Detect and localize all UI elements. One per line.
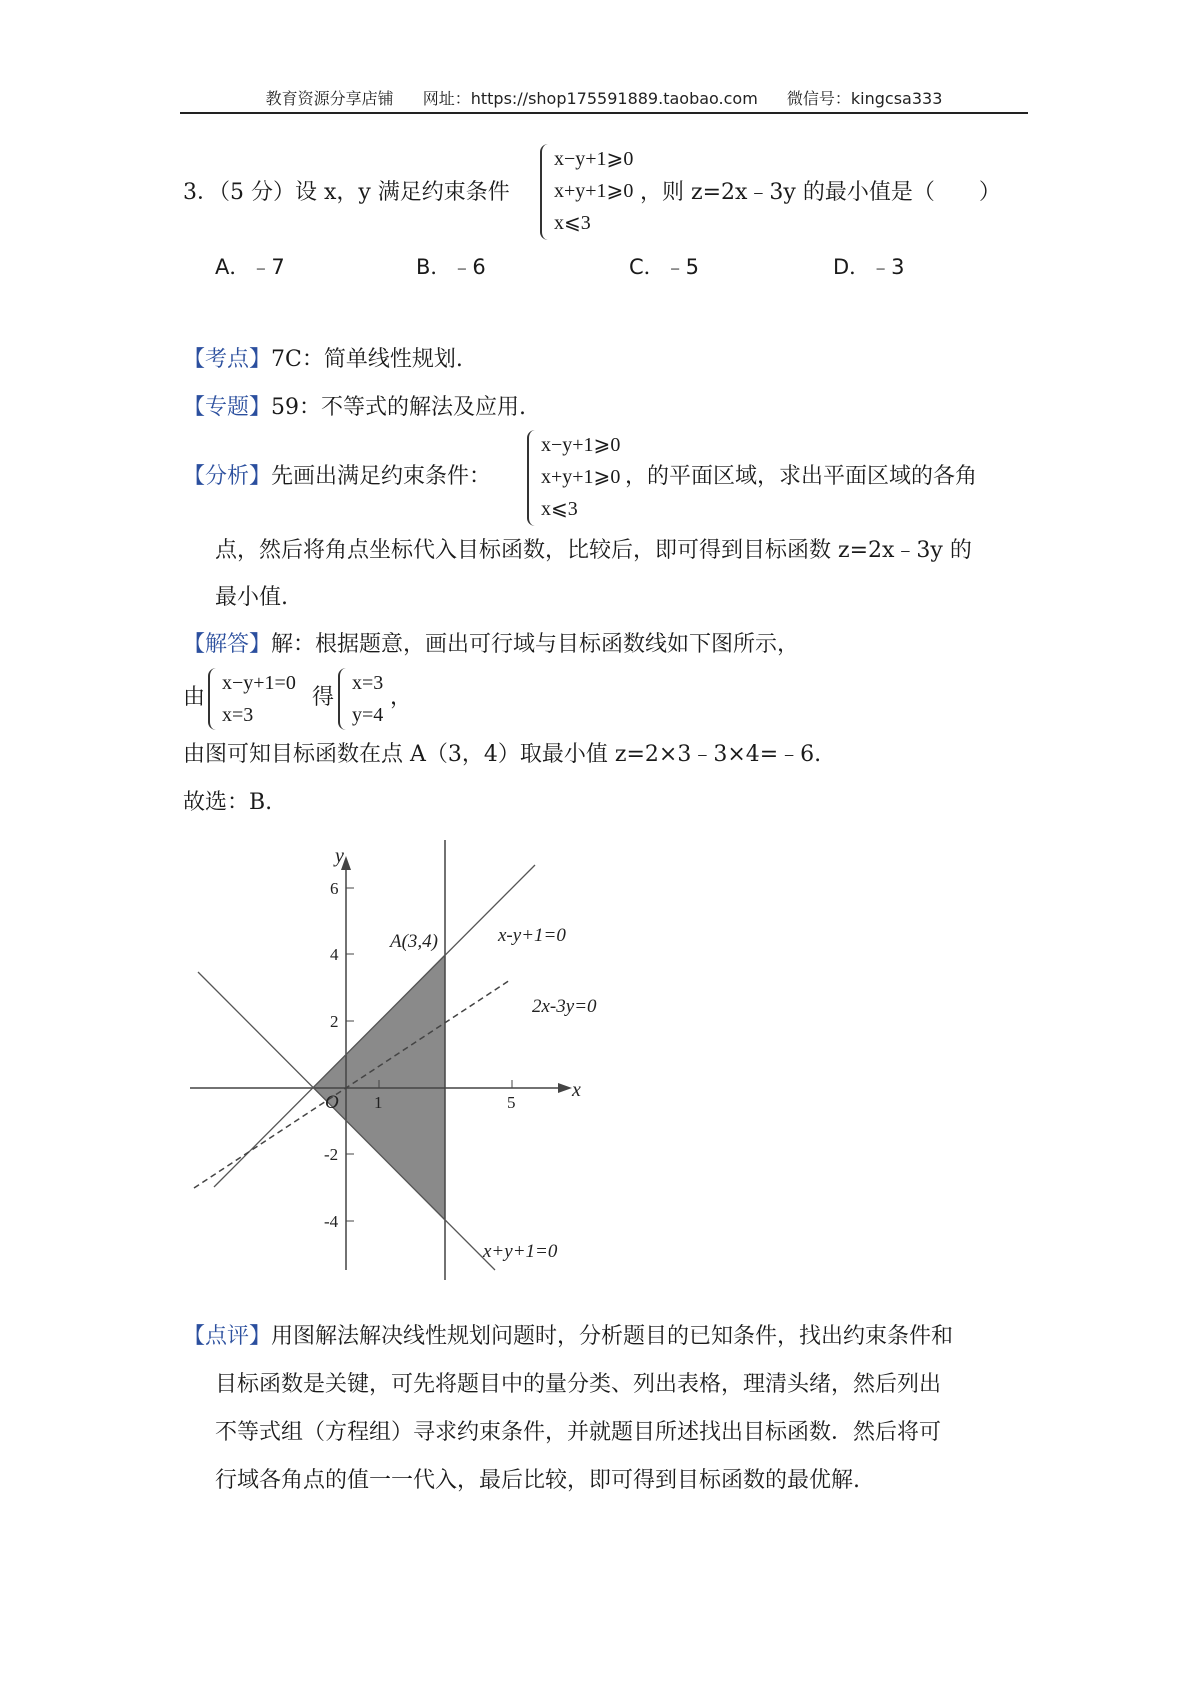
- constraint-2: x+y+1⩾0: [541, 466, 621, 488]
- option-d: D．﹣3: [833, 255, 905, 279]
- origin-label: O: [325, 1092, 339, 1113]
- point-a-label: A(3,4): [390, 931, 439, 952]
- question-prefix: 3．（5 分）设 x，y 满足约束条件: [183, 180, 510, 205]
- eq-1: x−y+1=0: [222, 672, 296, 694]
- zhuanti-text: 59：不等式的解法及应用.: [271, 395, 527, 420]
- fenxi-tag: 【分析】: [183, 464, 272, 489]
- dianping-line4: 行域各角点的值一一代入，最后比较，即可得到目标函数的最优解.: [215, 1468, 860, 1493]
- x-tick-label-1: 1: [374, 1093, 383, 1112]
- zhuanti-line: [183, 393, 526, 423]
- fenxi-line2: 点，然后将角点坐标代入目标函数，比较后，即可得到目标函数 z=2x﹣3y 的: [215, 538, 972, 563]
- x-tick-label-5: 5: [507, 1093, 516, 1112]
- y-tick-label-neg2: -2: [324, 1145, 339, 1164]
- jieda-line4: 故选：B.: [183, 790, 273, 815]
- dianping-line2: 目标函数是关键，可先将题目中的量分类、列出表格，理清头绪，然后列出: [215, 1372, 942, 1397]
- option-a: A．﹣7: [215, 255, 285, 279]
- constraint-3: x⩽3: [541, 498, 578, 520]
- fenxi-line1: [183, 462, 491, 492]
- jieda-you: 由: [183, 685, 206, 710]
- constraint-1: x−y+1⩾0: [554, 148, 634, 170]
- y-axis-label: y: [335, 845, 344, 867]
- dianping-line1: [183, 1322, 953, 1352]
- y-tick-label-6: 6: [330, 879, 339, 898]
- kaodian-line: [183, 345, 463, 375]
- brace: [540, 144, 552, 240]
- brace: [527, 430, 539, 526]
- fenxi-line3: 最小值.: [215, 585, 288, 610]
- option-c: C．﹣5: [629, 255, 700, 279]
- eq-2: y=4: [352, 704, 384, 726]
- jieda-text: 解：根据题意，画出可行域与目标函数线如下图所示，: [271, 632, 800, 657]
- constraint-3: x⩽3: [554, 212, 591, 234]
- header-divider: [180, 112, 1028, 114]
- y-tick-label-2: 2: [330, 1012, 339, 1031]
- jieda-comma: ，: [390, 685, 413, 710]
- eq-1: x=3: [352, 672, 384, 694]
- line1-label: x-y+1=0: [498, 925, 566, 946]
- jieda-de: 得: [312, 685, 335, 710]
- kaodian-text: 7C：简单线性规划.: [271, 347, 463, 372]
- eq-2: x=3: [222, 704, 254, 726]
- fenxi-prefix: 先画出满足约束条件：: [271, 464, 492, 489]
- header-shop: 教育资源分享店铺: [265, 89, 394, 108]
- feasible-region-graph: [180, 840, 600, 1280]
- fenxi-suffix: ，的平面区域，求出平面区域的各角: [625, 464, 978, 489]
- x-axis-label: x: [572, 1079, 581, 1101]
- kaodian-tag: 【考点】: [183, 347, 272, 372]
- y-tick-label-4: 4: [330, 945, 339, 964]
- option-b: B．﹣6: [416, 255, 486, 279]
- constraint-2: x+y+1⩾0: [554, 180, 634, 202]
- header-wechat: 微信号：kingcsa333: [786, 89, 943, 108]
- line2-label: 2x-3y=0: [532, 996, 597, 1017]
- brace: [208, 668, 220, 730]
- dianping-line3: 不等式组（方程组）寻求约束条件，并就题目所述找出目标函数．然后将可: [215, 1420, 942, 1445]
- jieda-line3: 由图可知目标函数在点 A（3，4）取最小值 z=2×3﹣3×4=﹣6.: [183, 742, 822, 767]
- dianping-tag: 【点评】: [183, 1324, 272, 1349]
- jieda-line1: [183, 630, 799, 660]
- question-suffix: ，则 z=2x﹣3y 的最小值是（ ）: [640, 180, 1001, 205]
- page-header: [180, 84, 1028, 114]
- line3-label: x+y+1=0: [483, 1241, 558, 1262]
- dianping-text1: 用图解法解决线性规划问题时，分析题目的已知条件，找出约束条件和: [271, 1324, 954, 1349]
- brace: [338, 668, 350, 730]
- constraint-1: x−y+1⩾0: [541, 434, 621, 456]
- header-url: 网址：https://shop175591889.taobao.com: [422, 89, 758, 108]
- x-axis-arrow: [558, 1083, 572, 1093]
- zhuanti-tag: 【专题】: [183, 395, 272, 420]
- y-tick-label-neg4: -4: [324, 1212, 339, 1231]
- jieda-tag: 【解答】: [183, 632, 272, 657]
